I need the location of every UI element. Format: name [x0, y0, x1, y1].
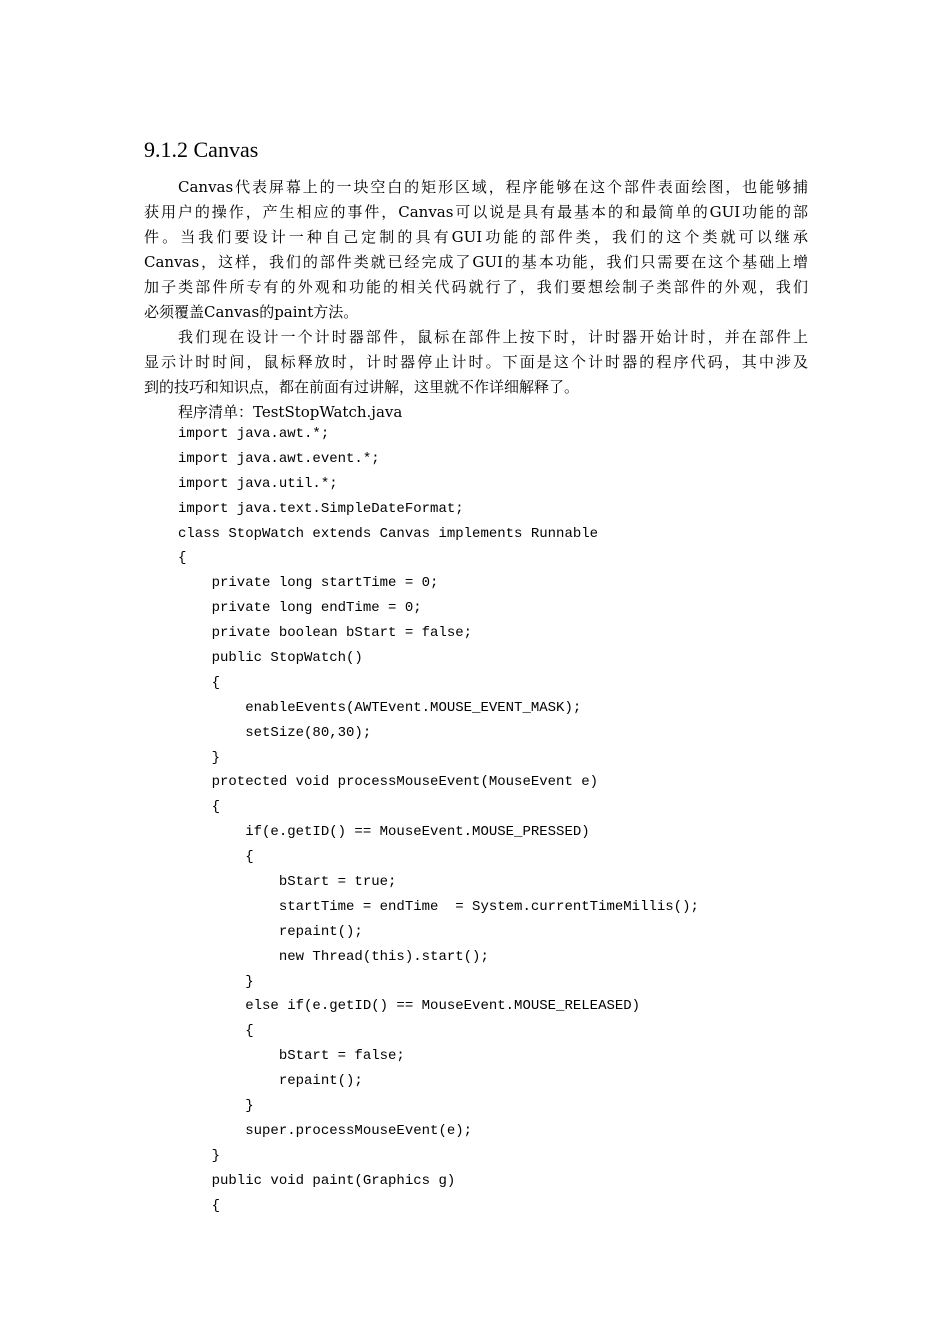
section-heading: 9.1.2 Canvas [144, 137, 259, 162]
code-line: import java.awt.event.*; [178, 450, 380, 467]
paragraph-line: Canvas代表屏幕上的一块空白的矩形区域，程序能够在这个部件表面绘图，也能够捕 [178, 178, 808, 196]
paragraph-line: Canvas，这样，我们的部件类就已经完成了GUI的基本功能，我们只需要在这个基础上增 [144, 253, 808, 271]
code-line: { [178, 1023, 254, 1040]
paragraph-line: 显示计时时间，鼠标释放时，计时器停止计时。下面是这个计时器的程序代码，其中涉及 [144, 353, 808, 371]
code-line: bStart = true; [178, 874, 397, 891]
paragraph-line: 件。当我们要设计一种自己定制的具有GUI功能的部件类，我们的这个类就可以继承 [144, 228, 808, 246]
code-line: } [178, 749, 221, 766]
code-line: { [178, 674, 221, 691]
paragraph-line: 加子类部件所专有的外观和功能的相关代码就行了，我们要想绘制子类部件的外观，我们 [144, 278, 808, 296]
code-line: private boolean bStart = false; [178, 625, 473, 642]
code-line: new Thread(this).start(); [178, 948, 489, 965]
code-line: } [178, 1147, 221, 1164]
code-line: import java.awt.*; [178, 426, 330, 442]
code-listing [178, 422, 699, 1219]
paragraph-line: 到的技巧和知识点，都在前面有过讲解，这里就不作详细解释了。 [144, 378, 580, 396]
code-line: private long endTime = 0; [178, 600, 422, 617]
paragraph-line: 我们现在设计一个计时器部件，鼠标在部件上按下时，计时器开始计时，并在部件上 [178, 328, 808, 346]
code-line: bStart = false; [178, 1048, 405, 1065]
paragraph-line: 必须覆盖Canvas的paint方法。 [144, 303, 359, 321]
code-line: repaint(); [178, 923, 363, 940]
code-line: super.processMouseEvent(e); [178, 1122, 473, 1139]
code-line: { [178, 550, 187, 567]
code-line: startTime = endTime = System.currentTimeMillis(); [178, 898, 699, 915]
paragraph-canvas-intro [144, 175, 808, 325]
code-line: { [178, 799, 221, 816]
code-line: else if(e.getID() == MouseEvent.MOUSE_RELEASED) [178, 998, 641, 1015]
code-line: enableEvents(AWTEvent.MOUSE_EVENT_MASK); [178, 699, 582, 716]
code-line: if(e.getID() == MouseEvent.MOUSE_PRESSED) [178, 824, 590, 841]
code-line: } [178, 1098, 254, 1115]
code-line: { [178, 849, 254, 866]
code-line: public StopWatch() [178, 650, 363, 667]
code-line: import java.util.*; [178, 475, 338, 492]
code-line: private long startTime = 0; [178, 575, 439, 592]
code-line: { [178, 1197, 221, 1214]
code-line: public void paint(Graphics g) [178, 1172, 456, 1189]
code-line: protected void processMouseEvent(MouseEvent e) [178, 774, 599, 791]
paragraph-line: 获用户的操作，产生相应的事件，Canvas可以说是具有最基本的和最简单的GUI功能的部 [144, 203, 808, 221]
code-line: import java.text.SimpleDateFormat; [178, 500, 464, 517]
code-line: class StopWatch extends Canvas implements Runnable [178, 525, 599, 542]
code-line: } [178, 973, 254, 990]
paragraph-stopwatch-intro [144, 325, 808, 400]
code-line: setSize(80,30); [178, 724, 372, 741]
listing-title: 程序清单：TestStopWatch.java [178, 403, 403, 421]
code-line: repaint(); [178, 1073, 363, 1090]
